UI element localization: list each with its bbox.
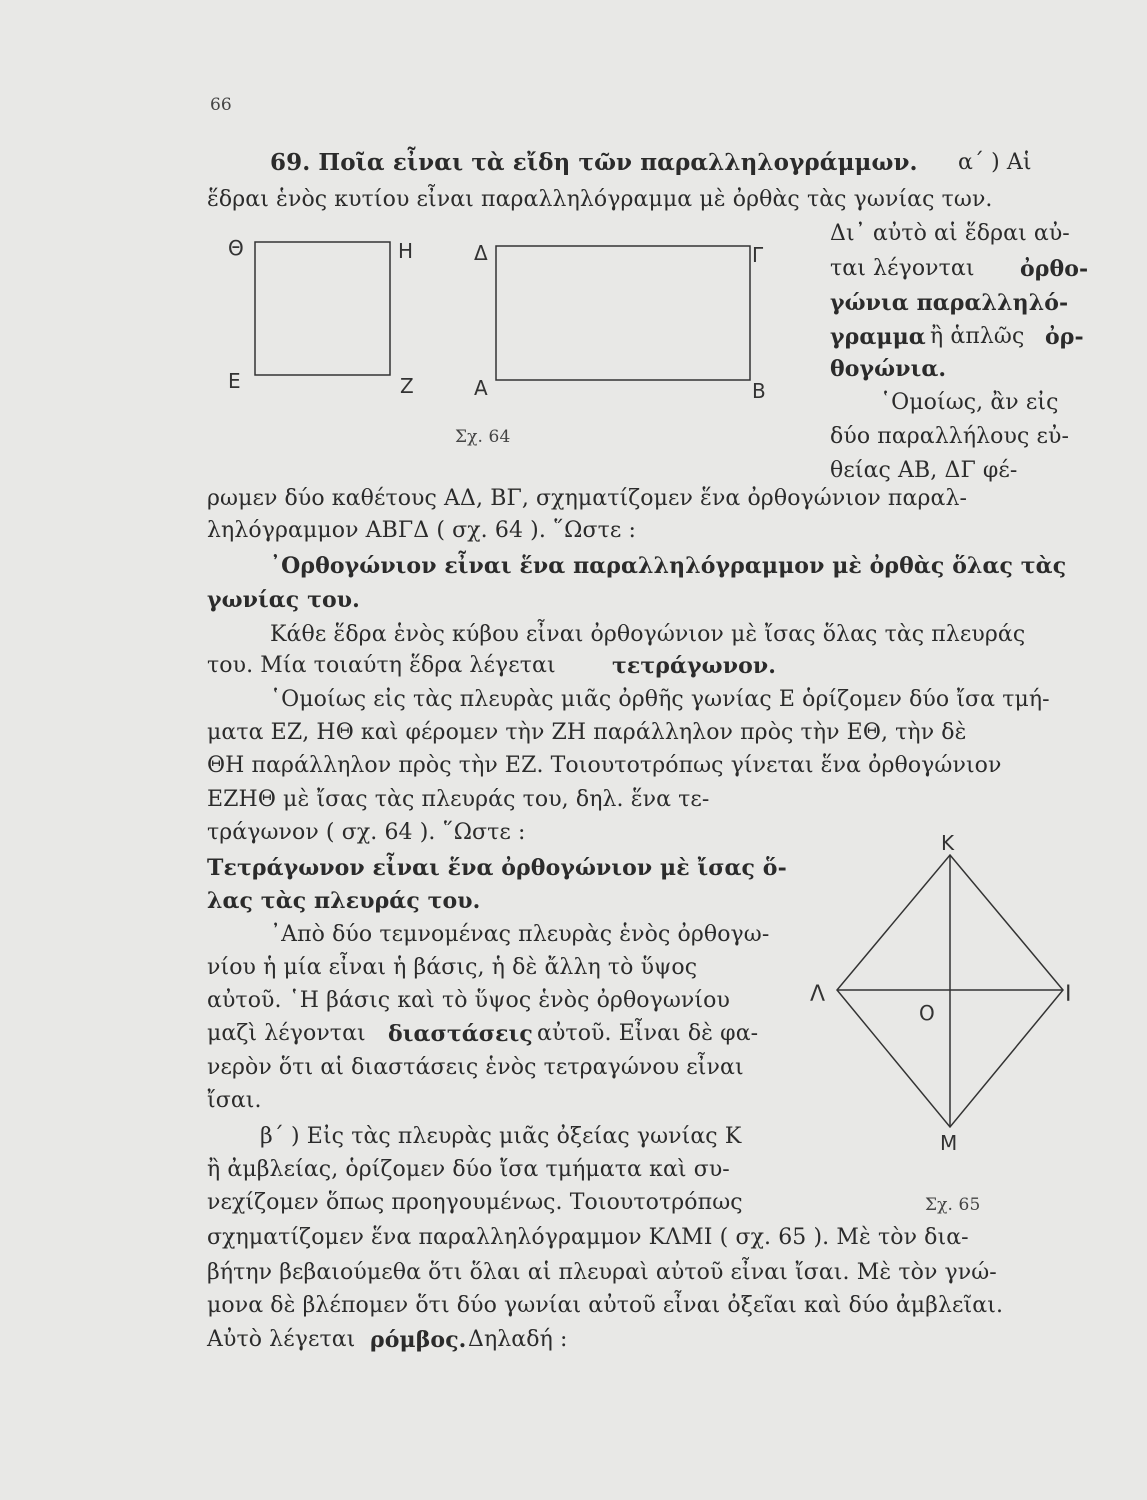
text-line: του. Μία τοιαύτη ἕδρα λέγεται [207, 653, 556, 678]
label-epsilon: Ε [228, 369, 241, 393]
text-line: σχηματίζομεν ἕνα παραλληλόγραμμον ΚΛΜΙ ( σχ. 65 ). Μὲ τὸν δια- [207, 1225, 969, 1250]
text-line: ρωμεν δύο καθέτους ΑΔ, ΒΓ, σχηματίζομεν ἕνα ὀρθογώνιον παραλ- [207, 486, 968, 511]
label-eta: Η [398, 239, 414, 263]
label-theta: Θ [228, 236, 244, 260]
text-line: βήτην βεβαιούμεθα ὅτι ὅλαι αἱ πλευραὶ αὐτοῦ εἶναι ἴσαι. Μὲ τὸν γνώ- [207, 1260, 997, 1285]
text-line: ΘΗ παράλληλον πρὸς τὴν ΕΖ. Τοιουτοτρόπως γίνεται ἕνα ὀρθογώνιον [207, 753, 1002, 778]
text-line: β΄ ) Εἰς τὰς πλευρὰς μιᾶς ὀξείας γωνίας Κ [260, 1124, 742, 1149]
text-line: νεχίζομεν ὅπως προηγουμένως. Τοιουτοτρόπως [207, 1190, 743, 1215]
text-line: Αὐτὸ λέγεται [207, 1327, 356, 1352]
text-line: ἴσαι. [207, 1088, 262, 1113]
text-line: ἕδραι ἑνὸς κυτίου εἶναι παραλληλόγραμμα μὲ ὀρθὰς τὰς γωνίας των. [207, 187, 993, 212]
text-line-bold: γώνια παραλληλό- [830, 290, 1069, 316]
label-mu: Μ [940, 1131, 958, 1155]
text-line: μαζὶ λέγονται [207, 1021, 366, 1046]
label-omicron: Ο [919, 1001, 935, 1025]
text-line: νερὸν ὅτι αἱ διαστάσεις ἑνὸς τετραγώνου εἶναι [207, 1055, 744, 1080]
label-kappa: Κ [941, 831, 955, 855]
label-iota: Ι [1065, 982, 1072, 1007]
label-delta: Δ [474, 241, 488, 265]
text-line: τράγωνον ( σχ. 64 ). ῞Ωστε : [207, 820, 526, 845]
label-alpha: Α [474, 376, 488, 400]
text-line: ἢ ἁπλῶς [930, 324, 1025, 349]
term-rhombus: ρόμβος. [370, 1327, 467, 1353]
rectangle-shape [496, 246, 750, 380]
label-zeta: Ζ [400, 374, 414, 398]
label-beta: Β [752, 379, 766, 403]
text-line: αὐτοῦ. Εἶναι δὲ φα- [537, 1021, 759, 1046]
text-line: νίου ἡ μία εἶναι ἡ βάσις, ἡ δὲ ἄλλη τὸ ὕψος [207, 955, 698, 980]
figure-65-caption: Σχ. 65 [925, 1195, 981, 1215]
text-line: Δηλαδή : [468, 1327, 568, 1352]
term-dimensions: διαστάσεις [388, 1021, 533, 1047]
text-line: ΕΖΗΘ μὲ ἴσας τὰς πλευράς του, δηλ. ἕνα τε- [207, 787, 710, 812]
definition-rectangle: ᾿Ορθογώνιον εἶναι ἕνα παραλληλόγραμμον μὲ ὀρθὰς ὅλας τὰς [270, 553, 1067, 579]
text-line: ται λέγονται [830, 256, 975, 281]
text-line-bold: ὀρ- [1045, 324, 1084, 350]
text-line: δύο παραλλήλους εὐ- [830, 424, 1070, 449]
text-line: ἢ ἀμβλείας, ὁρίζομεν δύο ἴσα τμήματα καὶ συ- [207, 1157, 730, 1182]
text-line: θείας ΑΒ, ΔΓ φέ- [830, 458, 1018, 483]
text-line: ληλόγραμμον ΑΒΓΔ ( σχ. 64 ). ῞Ωστε : [207, 518, 636, 543]
definition-square: λας τὰς πλευράς του. [207, 888, 481, 914]
text-line: ματα ΕΖ, ΗΘ καὶ φέρομεν τὴν ΖΗ παράλληλον πρὸς τὴν ΕΘ, τὴν δὲ [207, 720, 967, 745]
text-line: Κάθε ἕδρα ἑνὸς κύβου εἶναι ὀρθογώνιον μὲ ἴσας ὅλας τὰς πλευράς [270, 622, 1026, 647]
label-gamma: Γ [752, 243, 764, 267]
page-number: 66 [210, 95, 232, 115]
text-line-bold: γραμμα [830, 324, 926, 350]
figure-64-caption: Σχ. 64 [455, 427, 511, 447]
text-line: αὐτοῦ. ῾Η βάσις καὶ τὸ ὕψος ἑνὸς ὀρθογωνίου [207, 988, 730, 1013]
text-line-bold: θογώνια. [830, 356, 947, 382]
text-line: ῾Ομοίως, ἂν εἰς [880, 390, 1059, 415]
section-heading-tail: α΄ ) Αἱ [958, 150, 1032, 175]
text-line-bold: ὀρθο- [1020, 256, 1089, 282]
text-line: μονα δὲ βλέπομεν ὅτι δύο γωνίαι αὐτοῦ εἶναι ὀξεῖαι καὶ δύο ἀμβλεῖαι. [207, 1293, 1004, 1318]
definition-rectangle: γωνίας του. [207, 587, 360, 613]
section-heading: 69. Ποῖα εἶναι τὰ εἴδη τῶν παραλληλογράμμων. [270, 149, 918, 176]
text-line: Δι᾿ αὐτὸ αἱ ἕδραι αὐ- [830, 221, 1070, 246]
square-shape [255, 242, 390, 375]
text-line: ῾Ομοίως εἰς τὰς πλευρὰς μιᾶς ὀρθῆς γωνίας Ε ὁρίζομεν δύο ἴσα τμή- [270, 687, 1050, 712]
definition-square: Τετράγωνον εἶναι ἕνα ὀρθογώνιον μὲ ἴσας ὅ- [207, 855, 787, 881]
term-square: τετράγωνον. [612, 653, 776, 679]
text-line: ᾿Απὸ δύο τεμνομένας πλευρὰς ἑνὸς ὀρθογω- [270, 922, 770, 947]
label-lambda: Λ [810, 982, 826, 1007]
